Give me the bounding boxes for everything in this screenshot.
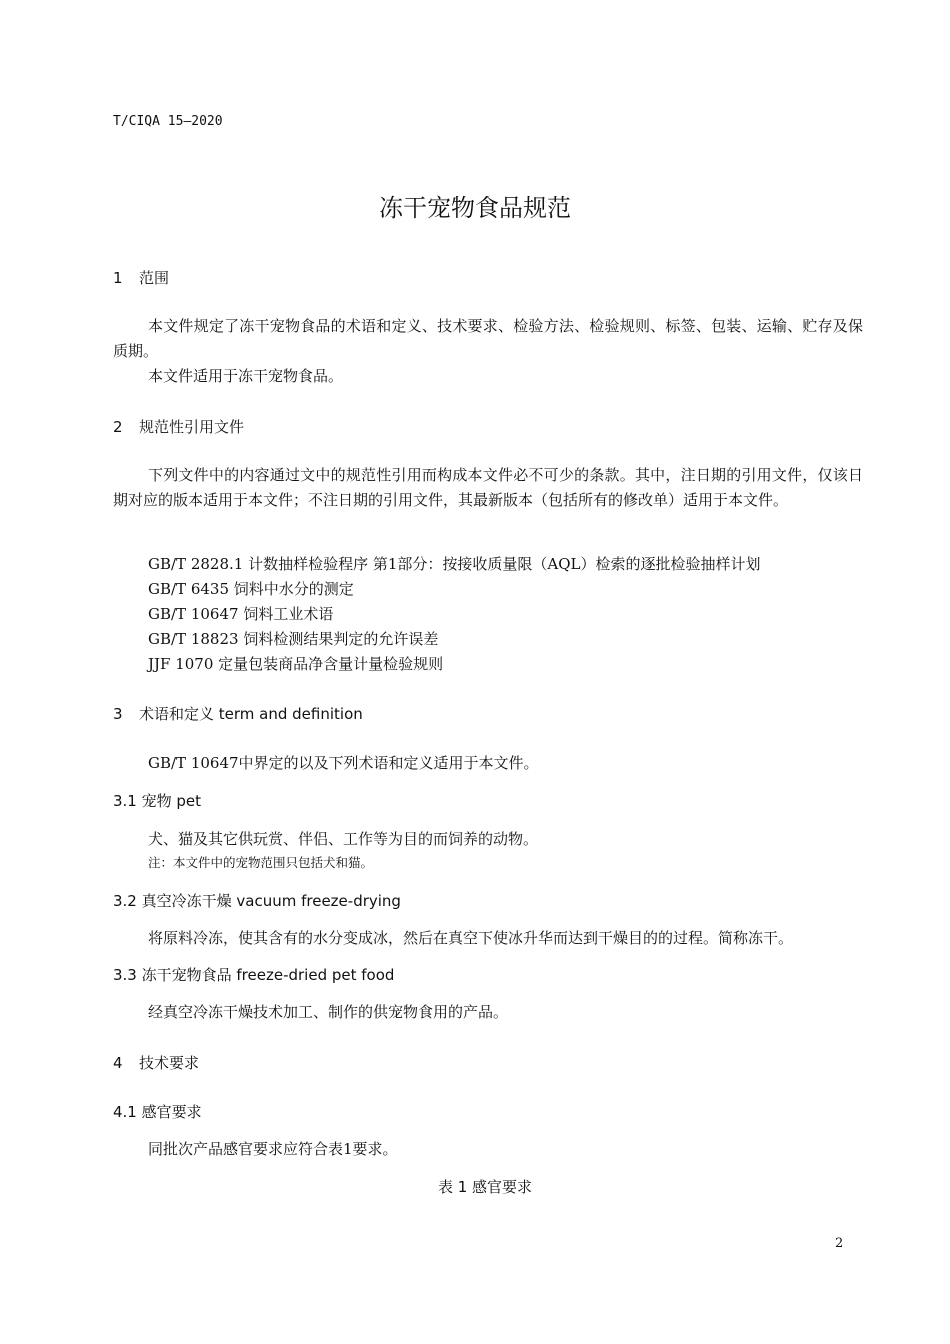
section-title: 术语和定义 term and definition [139, 705, 363, 723]
term-heading-freeze-dried-pet-food: 3.3 冻干宠物食品 freeze-dried pet food [113, 966, 395, 984]
reference-item: GB/T 10647 饲料工业术语 [148, 605, 334, 623]
term-note-pet: 注：本文件中的宠物范围只包括犬和猫。 [148, 855, 374, 870]
section-number: 2 [113, 418, 123, 436]
page-title: 冻干宠物食品规范 [379, 194, 571, 222]
reference-item: JJF 1070 定量包装商品净含量计量检验规则 [148, 655, 444, 673]
scope-applicability: 本文件适用于冻干宠物食品。 [148, 367, 344, 385]
subsection-heading-4-1: 4.1 感官要求 [113, 1103, 202, 1121]
normative-references-paragraph: 下列文件中的内容通过文中的规范性引用而构成本文件必不可少的条款。其中，注日期的引用文件，仅该日期对应的版本适用于本文件；不注日期的引用文件，其最新版本（包括所有的修改单）适用于本文件。 [113, 466, 863, 509]
section-title: 规范性引用文件 [139, 418, 245, 436]
section-heading-3 [113, 703, 363, 724]
section-heading-4 [113, 1052, 199, 1073]
section-number: 1 [113, 269, 123, 287]
scope-paragraph: 本文件规定了冻干宠物食品的术语和定义、技术要求、检验方法、检验规则、标签、包装、运输、贮存及保质期。 [113, 317, 863, 360]
sensory-requirement-paragraph: 同批次产品感官要求应符合表1要求。 [148, 1140, 398, 1158]
term-heading-vacuum-freeze-drying: 3.2 真空冷冻干燥 vacuum freeze-drying [113, 892, 401, 910]
section-title: 范围 [139, 269, 170, 287]
reference-item: GB/T 2828.1 计数抽样检验程序 第1部分：按接收质量限（AQL）检索的逐批检验抽样计划 [148, 555, 761, 573]
reference-item: GB/T 18823 饲料检测结果判定的允许误差 [148, 630, 439, 648]
section-title: 技术要求 [139, 1054, 200, 1072]
reference-item: GB/T 6435 饲料中水分的测定 [148, 580, 354, 598]
document-code: T/CIQA 15—2020 [113, 114, 223, 129]
term-definition-pet: 犬、猫及其它供玩赏、伴侣、工作等为目的而饲养的动物。 [148, 830, 539, 848]
term-definition-vacuum-freeze-drying: 将原料冷冻，使其含有的水分变成冰，然后在真空下使冰升华而达到干燥目的的过程。简称冻干。 [148, 929, 794, 947]
section-number: 4 [113, 1054, 123, 1072]
term-definition-freeze-dried-pet-food: 经真空冷冻干燥技术加工、制作的供宠物食用的产品。 [148, 1003, 509, 1021]
section-heading-1 [113, 267, 169, 288]
section-heading-2 [113, 416, 244, 437]
terms-intro: GB/T 10647中界定的以及下列术语和定义适用于本文件。 [148, 754, 539, 772]
table-caption: 表 1 感官要求 [437, 1178, 533, 1196]
term-heading-pet: 3.1 宠物 pet [113, 792, 202, 810]
section-number: 3 [113, 705, 123, 723]
page-number: 2 [835, 1236, 844, 1251]
